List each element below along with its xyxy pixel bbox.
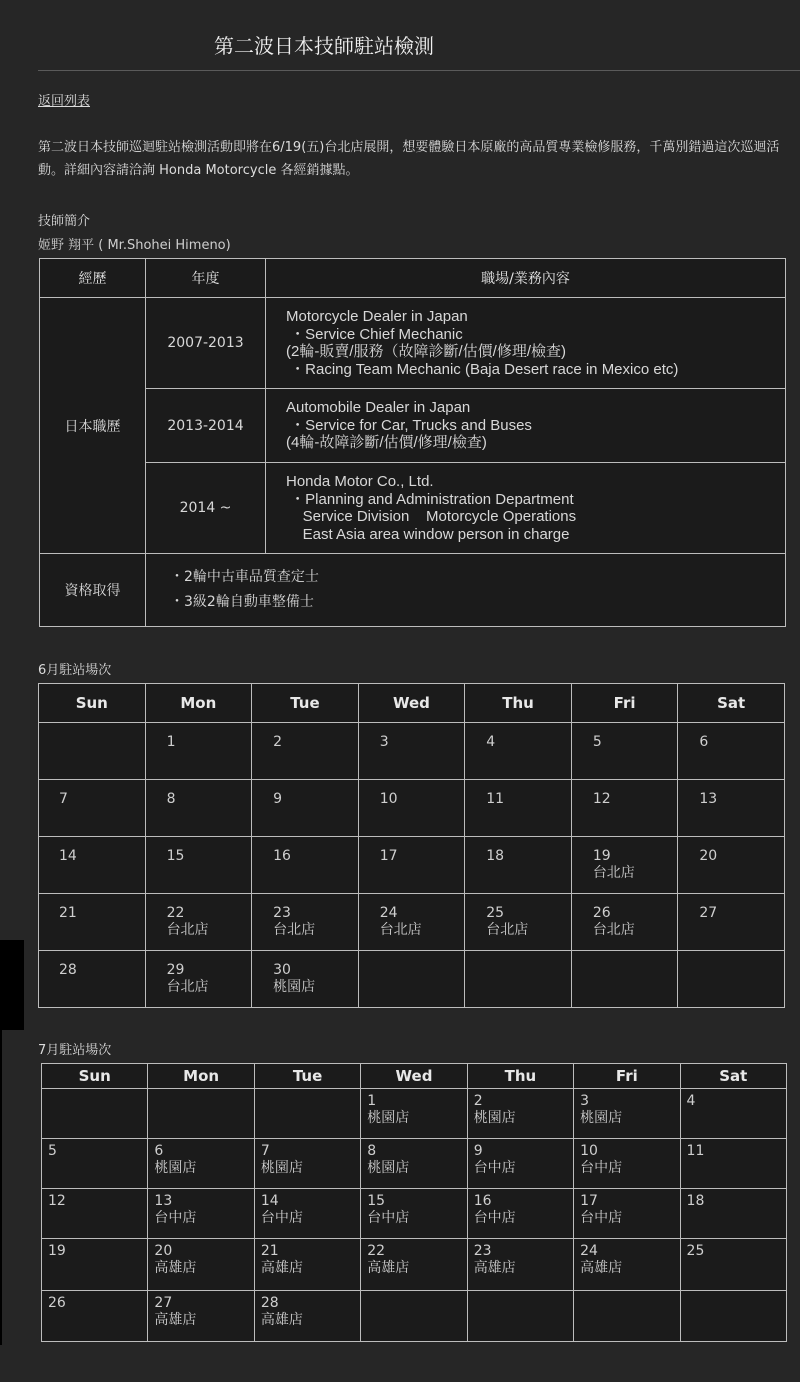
- job-line: Honda Motor Co., Ltd.: [286, 473, 434, 490]
- day-number: 22: [166, 905, 185, 921]
- job-line: ・Planning and Administration Department: [286, 490, 574, 508]
- calendar-day-cell: [574, 1291, 680, 1342]
- calendar-day-cell: [678, 951, 785, 1008]
- store-location: 桃園店: [154, 1160, 197, 1176]
- day-number: 27: [154, 1295, 173, 1311]
- intro-paragraph: 第二波日本技師巡迴駐站檢測活動即將在6/19(五)台北店展開，想要體驗日本原廠的高品質專業檢修服務，千萬別錯過這次巡迴活動。詳細內容請洽詢 Honda Motorcycle 各經銷據點。: [38, 140, 780, 178]
- day-number: 16: [273, 848, 291, 864]
- day-number: 13: [154, 1193, 173, 1209]
- calendar-day-cell: [42, 1239, 148, 1291]
- day-number: 14: [260, 1193, 279, 1209]
- store-location: 高雄店: [473, 1260, 516, 1276]
- day-number: 15: [166, 848, 185, 864]
- day-number: 23: [273, 905, 291, 921]
- page-title: 第二波日本技師駐站檢測: [214, 34, 434, 58]
- calendar-day-cell: [252, 780, 359, 837]
- calendar-day-cell: [574, 1139, 680, 1189]
- store-location: 高雄店: [260, 1312, 303, 1328]
- career-year: 2013-2014: [146, 389, 266, 463]
- job-line: (2輪-販賣/服務（故障診斷/估價/修理/檢查): [286, 343, 566, 360]
- day-number: 19: [592, 848, 611, 864]
- calendar-day-cell: [148, 1139, 254, 1189]
- calendar-day-cell: [574, 1089, 680, 1139]
- day-number: 14: [59, 848, 77, 864]
- store-location: 台中店: [367, 1210, 410, 1226]
- calendar-day-cell: [42, 1089, 148, 1139]
- career-row: [40, 463, 786, 554]
- day-number: 29: [166, 962, 185, 978]
- day-number: 26: [592, 905, 611, 921]
- store-location: 高雄店: [367, 1260, 410, 1276]
- career-job-detail: [266, 298, 786, 389]
- calendar-day-cell: [145, 780, 252, 837]
- july-weekday-row: [42, 1064, 787, 1089]
- calendar-week-row: [39, 723, 785, 780]
- calendar-day-cell: [148, 1291, 254, 1342]
- day-number: 27: [699, 905, 718, 921]
- day-number: 9: [473, 1143, 483, 1159]
- tech-intro-label: 技師簡介: [38, 214, 91, 229]
- weekday-header: Tue: [252, 684, 359, 723]
- calendar-day-cell: [361, 1139, 467, 1189]
- calendar-day-cell: [571, 780, 678, 837]
- day-number: 21: [260, 1243, 279, 1259]
- store-location: 桃園店: [473, 1110, 516, 1126]
- store-location: 台北店: [592, 922, 635, 938]
- day-number: 21: [59, 905, 77, 921]
- calendar-week-row: [42, 1239, 787, 1291]
- calendar-day-cell: [252, 951, 359, 1008]
- calendar-day-cell: [254, 1139, 360, 1189]
- weekday-header: Sun: [39, 684, 146, 723]
- store-location: 台中店: [580, 1160, 623, 1176]
- calendar-day-cell: [358, 951, 465, 1008]
- day-number: 11: [686, 1143, 705, 1159]
- calendar-week-row: [42, 1291, 787, 1342]
- store-location: 台中店: [473, 1210, 516, 1226]
- weekday-header: Tue: [254, 1064, 360, 1089]
- day-number: 10: [580, 1143, 598, 1159]
- day-number: 23: [473, 1243, 492, 1259]
- calendar-day-cell: [465, 951, 572, 1008]
- day-number: 10: [379, 791, 398, 807]
- day-number: 8: [166, 791, 176, 807]
- july-calendar-body: [42, 1089, 787, 1342]
- day-number: 7: [59, 791, 68, 807]
- july-schedule-label: 7月駐站場次: [38, 1043, 112, 1058]
- weekday-header: Mon: [148, 1064, 254, 1089]
- day-number: 15: [367, 1193, 386, 1209]
- career-group-label: 日本職歷: [40, 298, 146, 554]
- day-number: 22: [367, 1243, 386, 1259]
- calendar-day-cell: [358, 837, 465, 894]
- calendar-day-cell: [358, 723, 465, 780]
- june-weekday-row: [39, 684, 785, 723]
- calendar-day-cell: [254, 1189, 360, 1239]
- weekday-header: Sun: [42, 1064, 148, 1089]
- store-location: 台北店: [166, 922, 209, 938]
- calendar-day-cell: [678, 894, 785, 951]
- calendar-day-cell: [42, 1139, 148, 1189]
- career-job-detail: [266, 463, 786, 554]
- weekday-header: Thu: [465, 684, 572, 723]
- career-year: 2014 ~: [146, 463, 266, 554]
- day-number: 4: [486, 734, 496, 750]
- calendar-day-cell: [574, 1239, 680, 1291]
- calendar-day-cell: [571, 837, 678, 894]
- calendar-week-row: [39, 951, 785, 1008]
- calendar-day-cell: [148, 1089, 254, 1139]
- day-number: 20: [699, 848, 718, 864]
- day-number: 19: [48, 1243, 66, 1259]
- day-number: 24: [379, 905, 398, 921]
- calendar-day-cell: [358, 780, 465, 837]
- june-calendar-body: [39, 723, 785, 1008]
- store-location: 桃園店: [580, 1110, 623, 1126]
- calendar-day-cell: [252, 723, 359, 780]
- calendar-day-cell: [361, 1291, 467, 1342]
- calendar-day-cell: [467, 1139, 573, 1189]
- day-number: 12: [592, 791, 611, 807]
- day-number: 25: [686, 1243, 705, 1259]
- store-location: 台中店: [260, 1210, 303, 1226]
- day-number: 2: [473, 1093, 483, 1109]
- career-table: [39, 258, 786, 627]
- calendar-day-cell: [680, 1189, 786, 1239]
- store-location: 高雄店: [260, 1260, 303, 1276]
- day-number: 7: [260, 1143, 270, 1159]
- day-number: 8: [367, 1143, 377, 1159]
- qualification-item: ・2輪中古車品質查定士: [170, 569, 319, 585]
- store-location: 台北店: [273, 922, 316, 938]
- day-number: 28: [260, 1295, 279, 1311]
- weekday-header: Thu: [467, 1064, 573, 1089]
- day-number: 3: [379, 734, 389, 750]
- calendar-day-cell: [361, 1239, 467, 1291]
- qualification-list: [146, 554, 786, 627]
- calendar-day-cell: [571, 951, 678, 1008]
- job-line: ・Service for Car, Trucks and Buses: [286, 416, 532, 434]
- calendar-week-row: [42, 1089, 787, 1139]
- store-location: 台中店: [580, 1210, 623, 1226]
- left-edge-bar: [0, 940, 24, 1030]
- day-number: 17: [580, 1193, 598, 1209]
- calendar-day-cell: [39, 837, 146, 894]
- day-number: 18: [686, 1193, 705, 1209]
- calendar-day-cell: [145, 723, 252, 780]
- calendar-day-cell: [254, 1239, 360, 1291]
- day-number: 5: [48, 1143, 57, 1159]
- calendar-day-cell: [678, 723, 785, 780]
- day-number: 13: [699, 791, 718, 807]
- day-number: 11: [486, 791, 505, 807]
- calendar-week-row: [42, 1189, 787, 1239]
- day-number: 30: [273, 962, 291, 978]
- calendar-day-cell: [680, 1239, 786, 1291]
- calendar-week-row: [39, 894, 785, 951]
- store-location: 台北店: [592, 865, 635, 881]
- weekday-header: Mon: [145, 684, 252, 723]
- calendar-day-cell: [680, 1291, 786, 1342]
- day-number: 5: [592, 734, 602, 750]
- calendar-week-row: [39, 837, 785, 894]
- tech-name: 姬野 翔平 ( Mr.Shohei Himeno): [38, 238, 231, 253]
- calendar-day-cell: [678, 780, 785, 837]
- calendar-day-cell: [254, 1089, 360, 1139]
- job-line: ・Service Chief Mechanic: [286, 325, 463, 343]
- calendar-day-cell: [145, 951, 252, 1008]
- calendar-day-cell: [574, 1189, 680, 1239]
- career-header-history: 經歷: [40, 259, 146, 298]
- day-number: 1: [166, 734, 176, 750]
- day-number: 25: [486, 905, 505, 921]
- calendar-day-cell: [680, 1089, 786, 1139]
- calendar-day-cell: [571, 894, 678, 951]
- store-location: 台中店: [473, 1160, 516, 1176]
- store-location: 桃園店: [273, 979, 316, 995]
- june-calendar: [38, 683, 785, 1008]
- store-location: 高雄店: [154, 1312, 197, 1328]
- day-number: 18: [486, 848, 505, 864]
- calendar-day-cell: [145, 894, 252, 951]
- calendar-day-cell: [254, 1291, 360, 1342]
- job-line: (4輪-故障診斷/估價/修理/檢查): [286, 434, 487, 452]
- store-location: 台北店: [486, 922, 529, 938]
- store-location: 桃園店: [260, 1160, 303, 1176]
- calendar-day-cell: [467, 1239, 573, 1291]
- store-location: 高雄店: [580, 1260, 623, 1276]
- job-line: East Asia area window person in charge: [286, 525, 570, 543]
- calendar-day-cell: [39, 951, 146, 1008]
- weekday-header: Fri: [571, 684, 678, 723]
- store-location: 台北店: [166, 979, 209, 995]
- job-line: Automobile Dealer in Japan: [286, 399, 471, 417]
- calendar-day-cell: [42, 1291, 148, 1342]
- day-number: 2: [273, 734, 283, 750]
- calendar-day-cell: [358, 894, 465, 951]
- weekday-header: Fri: [574, 1064, 680, 1089]
- calendar-day-cell: [145, 837, 252, 894]
- day-number: 17: [379, 848, 398, 864]
- july-calendar: [41, 1063, 787, 1342]
- calendar-day-cell: [467, 1189, 573, 1239]
- calendar-day-cell: [465, 837, 572, 894]
- day-number: 26: [48, 1295, 66, 1311]
- weekday-header: Sat: [678, 684, 785, 723]
- calendar-day-cell: [39, 723, 146, 780]
- calendar-day-cell: [252, 894, 359, 951]
- store-location: 桃園店: [367, 1160, 410, 1176]
- day-number: 16: [473, 1193, 492, 1209]
- career-row: [40, 298, 786, 389]
- day-number: 6: [699, 734, 709, 750]
- calendar-week-row: [42, 1139, 787, 1189]
- qualification-item: ・3級2輪自動車整備士: [170, 594, 314, 610]
- calendar-day-cell: [465, 894, 572, 951]
- store-location: 台北店: [379, 922, 422, 938]
- weekday-header: Wed: [361, 1064, 467, 1089]
- calendar-day-cell: [571, 723, 678, 780]
- calendar-day-cell: [678, 837, 785, 894]
- calendar-day-cell: [361, 1089, 467, 1139]
- store-location: 台中店: [154, 1210, 197, 1226]
- calendar-day-cell: [148, 1189, 254, 1239]
- title-divider: [38, 70, 800, 71]
- qualification-label: 資格取得: [40, 554, 146, 627]
- weekday-header: Wed: [358, 684, 465, 723]
- job-line: Service Division Motorcycle Operations: [286, 508, 577, 525]
- qualification-row: [40, 554, 786, 627]
- day-number: 1: [367, 1093, 377, 1109]
- career-header-year: 年度: [146, 259, 266, 298]
- day-number: 6: [154, 1143, 164, 1159]
- calendar-week-row: [39, 780, 785, 837]
- day-number: 24: [580, 1243, 598, 1259]
- calendar-day-cell: [252, 837, 359, 894]
- calendar-day-cell: [42, 1189, 148, 1239]
- store-location: 桃園店: [367, 1110, 410, 1126]
- day-number: 4: [686, 1093, 696, 1109]
- calendar-day-cell: [467, 1089, 573, 1139]
- weekday-header: Sat: [680, 1064, 786, 1089]
- store-location: 高雄店: [154, 1260, 197, 1276]
- career-header-row: [40, 259, 786, 298]
- job-line: ・Racing Team Mechanic (Baja Desert race in Mexico etc): [286, 360, 679, 378]
- calendar-day-cell: [465, 780, 572, 837]
- calendar-day-cell: [467, 1291, 573, 1342]
- calendar-day-cell: [465, 723, 572, 780]
- left-edge-line: [0, 1030, 2, 1345]
- day-number: 12: [48, 1193, 66, 1209]
- day-number: 20: [154, 1243, 173, 1259]
- career-year: 2007-2013: [146, 298, 266, 389]
- day-number: 3: [580, 1093, 590, 1109]
- career-header-content: 職場/業務內容: [266, 259, 786, 298]
- career-job-detail: [266, 389, 786, 463]
- day-number: 9: [273, 791, 283, 807]
- june-schedule-label: 6月駐站場次: [38, 663, 112, 678]
- calendar-day-cell: [148, 1239, 254, 1291]
- calendar-day-cell: [39, 894, 146, 951]
- job-line: Motorcycle Dealer in Japan: [286, 308, 468, 325]
- career-row: [40, 389, 786, 463]
- calendar-day-cell: [680, 1139, 786, 1189]
- calendar-day-cell: [39, 780, 146, 837]
- calendar-day-cell: [361, 1189, 467, 1239]
- day-number: 28: [59, 962, 77, 978]
- back-to-list-link[interactable]: 返回列表: [38, 94, 91, 109]
